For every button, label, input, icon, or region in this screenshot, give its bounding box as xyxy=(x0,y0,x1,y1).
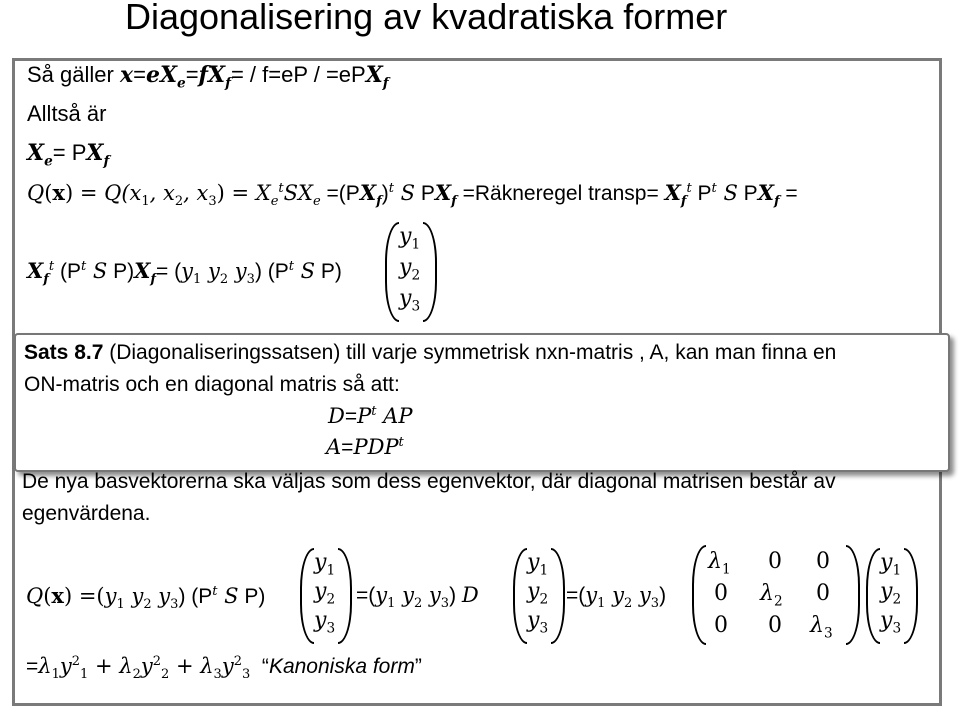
math-S3: S xyxy=(716,181,738,205)
page-title: Diagonalisering av kvadratiska former xyxy=(125,0,728,37)
text-eq: = ( xyxy=(156,260,182,283)
sub-2b: 2 xyxy=(161,667,170,683)
theorem-text1: (Diagonaliseringssatsen) till varje symmetrisk nxn-matris , A, kan man finna en xyxy=(103,341,837,364)
math-Xe: X xyxy=(255,181,271,205)
math-y1: y xyxy=(59,654,72,678)
sub-3: 3 xyxy=(213,667,222,683)
text-plus2: + xyxy=(169,654,201,678)
sub-1b: 1 xyxy=(80,667,89,683)
math-P: P xyxy=(357,404,372,428)
sup-2: 2 xyxy=(71,654,81,669)
sup-t2: t xyxy=(80,259,87,274)
column-vector-y-2 xyxy=(300,548,352,644)
sub-f: f xyxy=(376,194,382,210)
math-D: D xyxy=(461,583,479,607)
lambda-1: $\lambda_1$ xyxy=(708,549,731,578)
text-mid: = P xyxy=(52,140,87,165)
canonical-form-label: Kanoniska form xyxy=(268,655,415,678)
line-Q-expansion xyxy=(27,180,798,210)
m-1-2: 0 xyxy=(816,581,830,606)
para-line2: egenvärdena. xyxy=(22,502,151,525)
line-Xe-PXf xyxy=(27,140,110,170)
sup-t: t xyxy=(398,435,404,450)
math-args: (x xyxy=(121,181,142,205)
text-prefix: Så gäller xyxy=(27,62,120,87)
sub-2: 2 xyxy=(623,596,633,612)
sup-t: t xyxy=(212,584,218,599)
math-Q: Q xyxy=(26,584,44,608)
text-close: ) (P xyxy=(254,260,289,283)
math-Xf2: X xyxy=(134,258,151,283)
text-P3: P xyxy=(737,182,758,205)
bottom-eq-right: $=(y_1$ $y_2$ $y_3$) xyxy=(566,583,667,612)
math-Xf2: X xyxy=(365,62,383,88)
lambda-3: $\lambda_3$ xyxy=(810,613,833,642)
text-eq: = xyxy=(341,436,354,459)
math-y1: y xyxy=(375,583,388,607)
text-rest: = / f=eP / =eP xyxy=(230,62,366,87)
math-y1: y xyxy=(585,583,598,607)
text-p2: P) xyxy=(107,260,135,283)
vec-y1: $y_1$ xyxy=(399,224,421,253)
math-S: S xyxy=(393,181,416,205)
vec-y2: $y_2$ xyxy=(399,255,421,284)
line-Xf-transpose xyxy=(27,258,342,288)
sub-f2: f xyxy=(150,272,157,288)
text-close1: ) (P xyxy=(178,585,213,608)
sup-2b: 2 xyxy=(152,654,161,669)
sub-f: f xyxy=(103,153,110,170)
sup-t4: t xyxy=(711,181,717,196)
sub-2: 2 xyxy=(413,596,423,612)
math-A: A xyxy=(326,435,342,459)
sub-f: f xyxy=(43,272,49,288)
math-x-bold: x xyxy=(52,180,65,205)
left-paren xyxy=(385,222,399,322)
sub-3: 3 xyxy=(208,194,217,210)
bottom-eq-mid: $=(y_1$ $y_2$ $y_3$) D xyxy=(356,583,479,612)
sup-t3: t xyxy=(686,181,692,196)
para-line1: De nya basvektorerna ska väljas som dess egenvektor, där diagonal matrisen består av xyxy=(22,470,836,493)
sup-t: t xyxy=(48,259,55,274)
math-SX: SX xyxy=(283,181,313,205)
m-1-0: 0 xyxy=(714,581,728,606)
left-paren xyxy=(866,548,880,644)
math-Xf4: X xyxy=(757,180,774,205)
sub-1: 1 xyxy=(51,667,60,683)
column-vector-y-3 xyxy=(513,548,565,644)
text-eq: = xyxy=(26,655,39,678)
math-S: S xyxy=(217,584,239,608)
text-eq: = xyxy=(73,181,105,205)
right-paren xyxy=(423,222,437,322)
m-2-0: 0 xyxy=(714,613,728,638)
math-Xf2: X xyxy=(434,180,452,205)
right-paren xyxy=(904,548,918,644)
math-x-bold: x xyxy=(51,583,64,608)
math-lambda1: λ xyxy=(38,654,52,678)
math-e: e xyxy=(145,62,160,88)
math-x: x xyxy=(119,62,134,88)
text-P: P xyxy=(415,182,435,205)
sub-3: 3 xyxy=(440,596,450,612)
math-Xf: X xyxy=(27,258,44,283)
vec-y1: $y_1$ xyxy=(314,550,336,579)
lambda-2: $\lambda_2$ xyxy=(760,581,783,610)
text-close4: ) xyxy=(659,584,667,607)
sub-3: 3 xyxy=(170,597,179,613)
line-sa-galler xyxy=(27,62,389,92)
text-close3: ) xyxy=(449,584,462,607)
sub-2: 2 xyxy=(132,667,141,683)
math-D: D xyxy=(328,404,345,428)
column-vector-y-4 xyxy=(866,548,918,644)
left-paren xyxy=(300,548,314,644)
vec-y3: $y_3$ xyxy=(880,608,902,637)
canonical-form-line: $=\lambda_1y^2_1 + \lambda_2y^2_2 + \lambda_3y^2_3$ “Kanoniska form” xyxy=(26,654,422,683)
math-X: X xyxy=(27,140,45,166)
theorem-line1 xyxy=(24,341,836,365)
column-vector-y xyxy=(385,222,437,322)
math-y3: y xyxy=(221,654,234,678)
math-S2: S xyxy=(294,259,316,283)
sub-2: 2 xyxy=(143,597,152,613)
text-P2: P xyxy=(691,182,712,205)
math-Q: Q xyxy=(27,181,45,205)
paren: ) xyxy=(64,181,74,205)
sub-f2: f xyxy=(451,194,457,210)
vec-y3: $y_3$ xyxy=(314,608,336,637)
text-eq: = xyxy=(133,62,146,87)
sub-1: 1 xyxy=(141,194,150,210)
vec-y3: $y_3$ xyxy=(399,286,421,315)
bottom-eq-left: $Q(x) =(y_1$ $y_2$ $y_3$) ($P^t$ S P) xyxy=(26,583,266,613)
text-close: ) = xyxy=(216,181,256,205)
text-eq: = xyxy=(344,405,358,428)
math-lambda3: λ xyxy=(200,654,214,678)
math-X: X xyxy=(159,62,178,88)
math-Xf3: X xyxy=(664,180,681,205)
math-y1: y xyxy=(181,259,193,283)
math-Xf: X xyxy=(208,62,226,88)
math-y2: y xyxy=(140,654,153,678)
sup-t: t xyxy=(371,404,377,419)
vec-y2: $y_2$ xyxy=(880,579,902,608)
sub-3b: 3 xyxy=(241,667,251,683)
sub-f4: f xyxy=(773,194,780,210)
text-rule: =Räkneregel transp= xyxy=(456,182,665,205)
sub-f: f xyxy=(225,75,231,92)
sub-e: e xyxy=(177,75,186,92)
sub-1: 1 xyxy=(193,272,202,288)
right-paren xyxy=(846,545,860,645)
sub-f3: f xyxy=(680,194,687,210)
math-lambda2: λ xyxy=(119,654,133,678)
text-close2: P) xyxy=(315,260,342,283)
math-S: S xyxy=(86,259,108,283)
theorem-line2: ON-matris och en diagonal matris så att: xyxy=(24,373,400,396)
math-Q2: Q xyxy=(104,181,122,205)
m-2-1: 0 xyxy=(768,613,782,638)
text-end: = xyxy=(779,182,798,205)
text-close2: P) xyxy=(238,585,266,608)
sub-2: 2 xyxy=(174,194,184,210)
text-plus: + xyxy=(88,654,120,678)
math-AP: AP xyxy=(376,404,413,428)
right-paren xyxy=(338,548,352,644)
math-y1: y xyxy=(104,584,117,608)
sub-e2: e xyxy=(313,194,321,210)
text-p2: ) xyxy=(381,182,389,205)
sup-t: t xyxy=(278,181,284,196)
vec-y1: $y_1$ xyxy=(880,550,902,579)
sub-1: 1 xyxy=(387,596,396,612)
math-y2: y xyxy=(201,259,220,283)
theorem-label: Sats 8.7 xyxy=(24,341,104,364)
theorem-box xyxy=(14,333,950,472)
vec-y1: $y_1$ xyxy=(527,550,549,579)
sub-1: 1 xyxy=(116,597,125,613)
vec-y3: $y_3$ xyxy=(527,608,549,637)
math-Xf: X xyxy=(359,180,377,205)
math-y3: y xyxy=(228,259,247,283)
math-x2: , x xyxy=(149,181,175,205)
sup-2c: 2 xyxy=(233,654,242,669)
text-p1: (P xyxy=(54,260,81,283)
paren: ( xyxy=(44,181,53,205)
text-p1: =(P xyxy=(320,182,360,205)
theorem-formula-A xyxy=(326,435,404,460)
sub-3: 3 xyxy=(246,272,255,288)
text-eq2: =( xyxy=(356,584,376,607)
sup-t3: t xyxy=(288,259,294,274)
line-alltsa: Alltså är xyxy=(27,101,107,126)
math-f: f xyxy=(198,62,209,88)
math-X2: X xyxy=(86,140,104,166)
left-paren xyxy=(692,545,706,645)
sub-e: e xyxy=(44,153,53,170)
left-paren xyxy=(513,548,527,644)
math-PDP: PDP xyxy=(353,435,399,459)
m-0-2: 0 xyxy=(816,549,830,574)
right-paren xyxy=(551,548,565,644)
text-eq3: =( xyxy=(566,584,586,607)
diagonal-lambda-matrix xyxy=(692,545,860,645)
sub-f2: f xyxy=(382,75,389,92)
math-x3: , x xyxy=(183,181,209,205)
sub-e: e xyxy=(270,194,279,210)
text-eq1: =( xyxy=(72,584,105,608)
sub-2: 2 xyxy=(219,272,229,288)
vec-y2: $y_2$ xyxy=(527,579,549,608)
vec-y2: $y_2$ xyxy=(314,579,336,608)
sup-t2: t xyxy=(388,181,394,196)
text-eq2: = xyxy=(185,62,199,87)
sub-3: 3 xyxy=(650,596,660,612)
theorem-formula-D xyxy=(328,404,412,429)
sub-1: 1 xyxy=(597,596,606,612)
m-0-1: 0 xyxy=(768,549,782,574)
